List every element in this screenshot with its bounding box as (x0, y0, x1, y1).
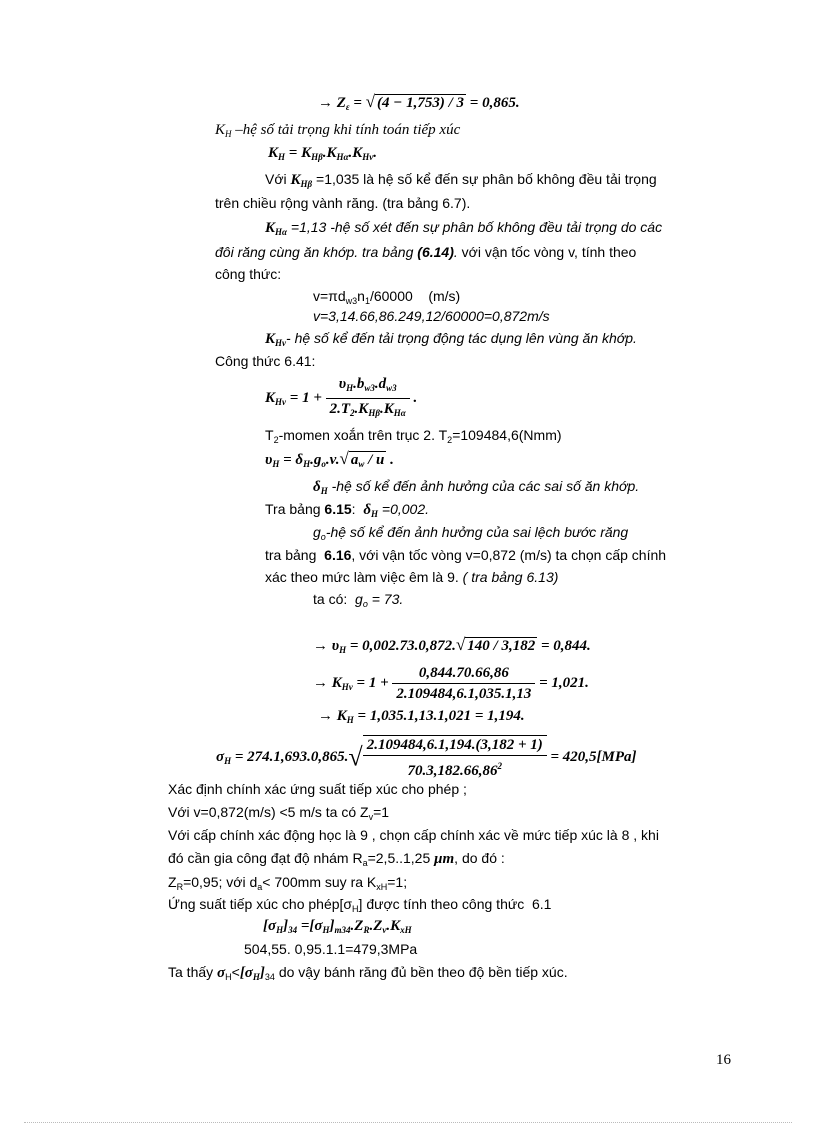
vh-formula: $\upsilon_H = \delta_H.g_o.v.√$ $a_w$ / u . (265, 449, 394, 469)
paragraph-5: Ứng suất tiếp xúc cho $phép[\sigma_H]$ được tính theo công thức 6.1 (168, 896, 552, 914)
delta-h-definition: $\delta_H$ -hệ số kể đến ảnh hưởng của các sai số ăn khớp. (313, 478, 640, 496)
go-definition: $g_o-hệ$ số kể đến ảnh hưởng của sai lệch bước răng (313, 524, 629, 542)
z-epsilon-equation: → $Z_\varepsilon$ = √ (4 − 1,753) / 3 = 0,865. (318, 92, 520, 112)
kh-calculation: → $K_H = 1,035.1,13.1,021 = 1,194$. (318, 708, 525, 725)
khb-line-1: Với $K_{H\beta} =1,035$ là hệ số kể đến sự phân bố không đều tải trọng (265, 171, 657, 189)
paragraph-2: Với v=0,872(m/s) <5 m/s ta có $Z_v=1$ (168, 804, 390, 822)
khv-calculation: → $K_{Hv} = 1$ + $\frac{0,844.70.66,86}{2.109484,6.1,035.1,13}$ = 1,021. (313, 665, 589, 702)
delta-h-value: Tra bảng 6.15: $\delta_H =0,002$. (265, 501, 430, 519)
paragraph-1: Xác định chính xác ứng suất tiếp xúc cho phép ; (168, 781, 467, 797)
paragraph-3-line-2: đó cần gia công đạt độ nhám $R_a=2,5..1,25$ μm, do đó : (168, 850, 505, 868)
go-line-1: tra bảng 6.16, với vận tốc vòng v=0,872 (m/s) ta chọn cấp chính (265, 547, 667, 563)
kha-line-2: đôi răng cùng ăn khớp. tra bảng (6.14). với vận tốc vòng v, tính theo (215, 244, 637, 260)
v-formula: $v=\pi d_{w3}n_1/60000$ (m/s) (313, 288, 461, 306)
t2-line: $T_2$-momen xoắn trên trục 2. $T_2=109484,6(Nmm)$ (265, 427, 562, 445)
go-value: ta có: $g_o = 73$. (313, 591, 404, 609)
page-number: 16 (716, 1052, 731, 1068)
kh-definition: $K_H$ –hệ số tải trọng khi tính toán tiếp xúc (215, 122, 461, 139)
khv-formula: $K_{Hv} = 1$ + $\frac{\upsilon_H.b_{w3}.d_{w3}}{2.T_2.K_{H\beta}.K_{H\alpha}}$ . (265, 376, 418, 418)
sigma-h-calculation: $\sigma_H = 274.1,693.0,865.√$ $\frac{2.109484,6.1,194.(3,182 + 1)}{70.3,182.66,86^2}$ = 420,5[MPa] (216, 737, 637, 779)
kha-line-3: công thức: (215, 266, 282, 282)
paragraph-4: $Z_R=0,95$; với $d_a< 700mm$ suy ra $K_{xH}=1$; (168, 874, 408, 892)
allowable-stress-formula: $[\sigma_H]_{34} =[\sigma_H]_{m34}.Z_R.Z_v.K_{xH}$ (263, 918, 412, 935)
go-line-2: xác theo mức làm việc êm là 9. ( tra bảng 6.13) (265, 569, 559, 585)
kha-line-1: $K_{H\alpha} =1,13$ -hệ số xét đến sự phân bố không đều tải trọng do các (265, 219, 663, 237)
allowable-stress-calc: 504,55. 0,95.1.1=479,3MPa (244, 941, 418, 957)
formula-641-label: Công thức 6.41: (215, 353, 316, 369)
vh-calculation: → $\upsilon_H = 0,002.73.0,872.√$ 140 / 3,182 = 0,844. (313, 635, 591, 655)
v-calc: v=3,14.66,86.249,12/60000=0,872m/s (313, 308, 550, 324)
kh-formula: $K_H = K_{H\beta}.K_{H\alpha}.K_{Hv}$. (268, 145, 377, 162)
paragraph-3-line-1: Với cấp chính xác động học là 9 , chọn cấp chính xác về mức tiếp xúc là 8 , khi (168, 827, 659, 843)
khv-definition: $K_{Hv}-$ hệ số kể đến tải trọng động tác dụng lên vùng ăn khớp. (265, 330, 637, 348)
khb-line-2: trên chiều rộng vành răng. (tra bảng 6.7). (215, 195, 471, 211)
conclusion: Ta thấy $\sigma_H<[\sigma_H]_{34}$ do vậy bánh răng đủ bền theo độ bền tiếp xúc. (168, 964, 568, 982)
